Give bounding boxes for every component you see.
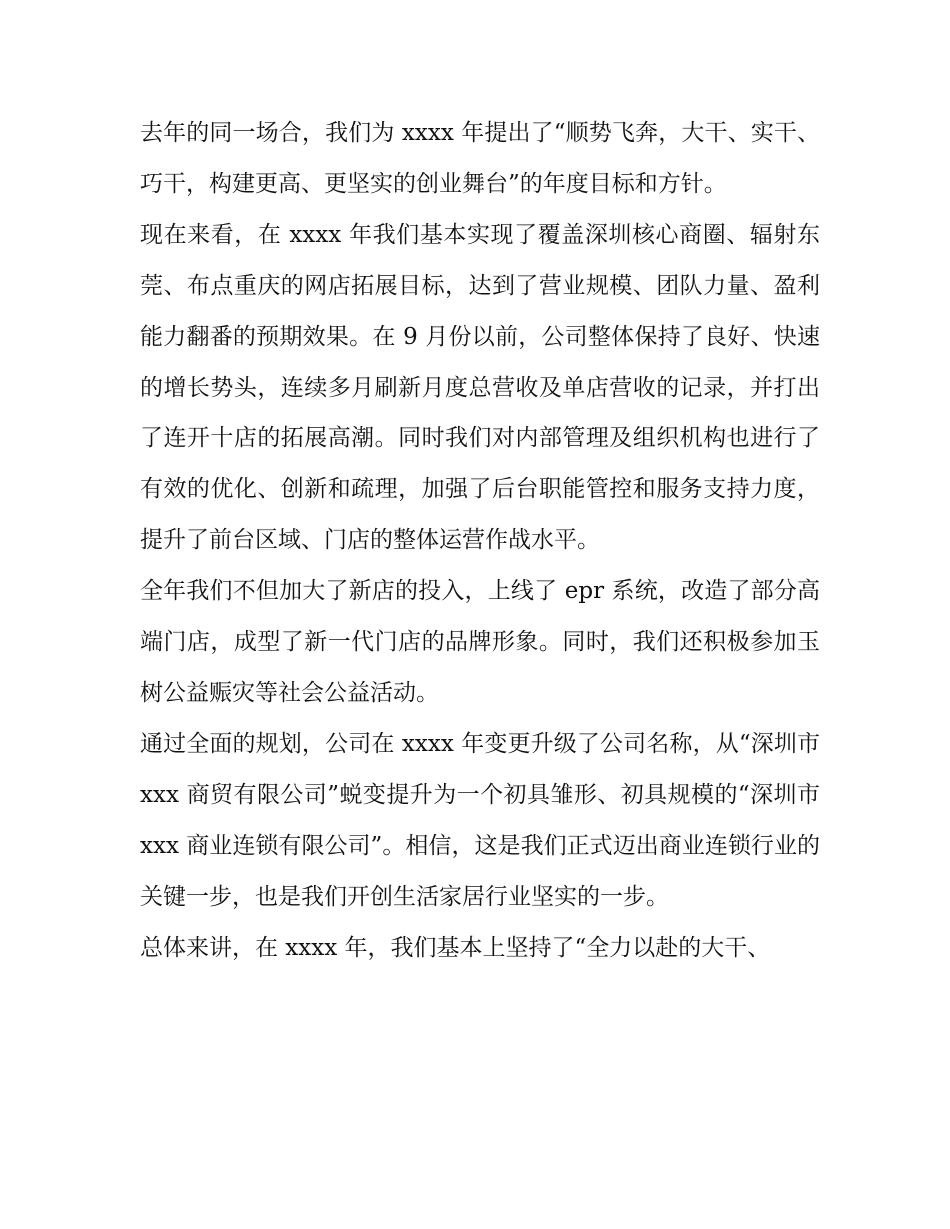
- paragraph: 现在来看，在 xxxx 年我们基本实现了覆盖深圳核心商圈、辐射东莞、布点重庆的网店拓展目标，达到了营业规模、团队力量、盈利能力翻番的预期效果。在 9 月份以前，公司整体保持了良好、快速的增长势头，连续多月刷新月度总营收及单店营收的记录，并打出了连开十店的拓展高潮。同时我们对内部管理及组织机构也进行了有效的优化、创新和疏理，加强了后台职能管控和服务支持力度，提升了前台区域、门店的整体运营作战水平。: [140, 221, 820, 554]
- document-body: [140, 108, 820, 973]
- paragraph: 通过全面的规划，公司在 xxxx 年变更升级了公司名称，从“深圳市 xxx 商贸有限公司”蜕变提升为一个初具雏形、初具规模的“深圳市 xxx 商业连锁有限公司”。相信，这是我们正式迈出商业连锁行业的关键一步，也是我们开创生活家居行业坚实的一步。: [140, 730, 820, 910]
- paragraph: 全年我们不但加大了新店的投入，上线了 epr 系统，改造了部分高端门店，成型了新一代门店的品牌形象。同时，我们还积极参加玉树公益赈灾等社会公益活动。: [140, 578, 820, 706]
- paragraph: 总体来讲，在 xxxx 年，我们基本上坚持了“全力以赴的大干、: [140, 934, 771, 961]
- paragraph: 去年的同一场合，我们为 xxxx 年提出了“顺势飞奔，大干、实干、巧干，构建更高、更坚实的创业舞台”的年度目标和方针。: [140, 120, 820, 197]
